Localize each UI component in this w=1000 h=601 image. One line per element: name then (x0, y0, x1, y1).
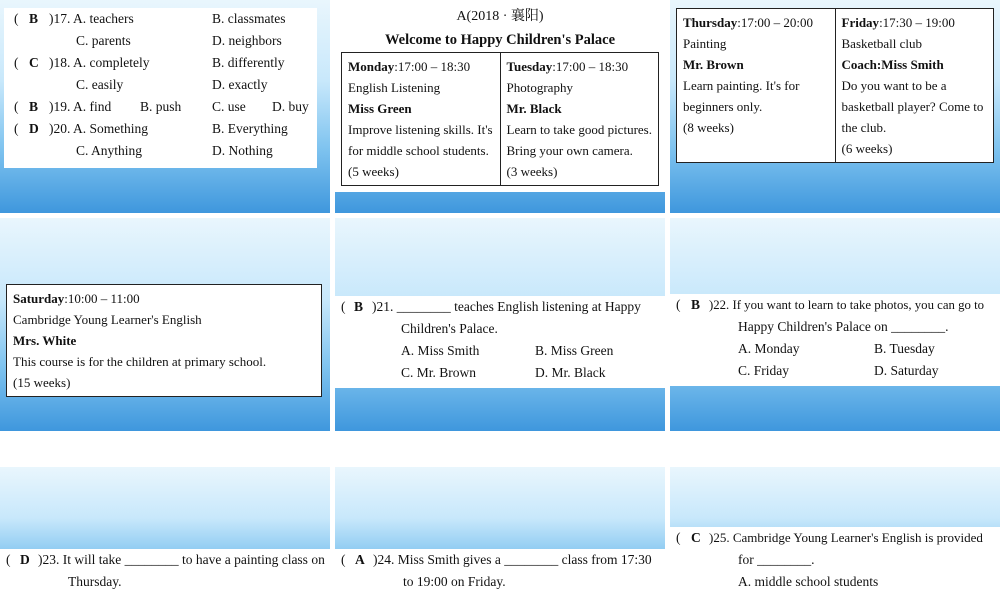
paren: ( (341, 299, 346, 314)
question-panel-21 (335, 296, 665, 388)
course: English Listening (348, 80, 441, 95)
paren: ( (6, 552, 11, 567)
question-stem-cont: for ________. (738, 552, 815, 567)
day-label: Friday (841, 15, 880, 30)
option-a: A. Monday (738, 341, 800, 356)
description: Improve listening skills. It's for middle school students. (348, 122, 493, 158)
option-c: C. Friday (738, 363, 790, 378)
question-stem: )21. ________ teaches English listening at Happy (372, 299, 641, 314)
answer-18: C (29, 55, 39, 70)
description: Do you want to be a basketball player? Come to the club. (841, 78, 984, 135)
weeks: (5 weeks) (348, 164, 399, 179)
question-18 (4, 52, 317, 74)
option-d: D. Mr. Black (535, 365, 606, 380)
option-d: D. Nothing (212, 143, 273, 158)
option-b: B. classmates (212, 11, 286, 26)
option-b: B. Tuesday (874, 341, 935, 356)
time: :17:30 – 19:00 (879, 15, 955, 30)
slide-thumbnail-8[interactable] (335, 467, 665, 601)
option-a: A. middle school students (738, 574, 879, 589)
question-19 (4, 96, 317, 118)
slide-thumbnail-4[interactable] (0, 218, 330, 431)
option-b: B. differently (212, 55, 285, 70)
slide-thumbnail-9[interactable] (670, 467, 1000, 601)
answer-19: B (29, 99, 39, 114)
slide-thumbnail-3[interactable] (670, 0, 1000, 213)
paren: ( (14, 99, 19, 114)
question-stem-cont: Happy Children's Palace on ________. (738, 319, 949, 334)
paren: ( (341, 552, 346, 567)
friday-cell (835, 9, 994, 163)
option-c: C. Anything (76, 143, 143, 158)
question-panel-17-20 (4, 8, 317, 168)
question-stem: )25. Cambridge Young Learner's English is provided (709, 530, 983, 545)
question-panel-22 (670, 294, 1000, 386)
paren: ( (676, 297, 681, 312)
answer-24: A (355, 552, 365, 567)
monday-cell (342, 53, 501, 186)
day-label: Monday (348, 59, 395, 74)
option-c: C. easily (76, 77, 124, 92)
slide-thumbnail-1[interactable] (0, 0, 330, 213)
option-d: D. buy (272, 99, 309, 114)
paren: ( (14, 55, 19, 70)
weeks: (15 weeks) (13, 375, 71, 390)
answer-20: D (29, 121, 39, 136)
answer-21: B (354, 299, 364, 314)
day-label: Tuesday (506, 59, 553, 74)
question-panel-24 (335, 549, 665, 601)
weeks: (6 weeks) (841, 141, 893, 156)
option-a: )17. A. teachers (49, 11, 134, 26)
time: :17:00 – 20:00 (737, 15, 814, 30)
question-stem: )23. It will take ________ to have a painting class on (38, 552, 325, 567)
option-a: A. Miss Smith (401, 343, 480, 358)
answer-22: B (691, 297, 701, 312)
answer-23: D (20, 552, 30, 567)
time: :10:00 – 11:00 (64, 291, 140, 306)
course: Cambridge Young Learner's English (13, 312, 202, 327)
day-label: Thursday (683, 15, 738, 30)
teacher: Coach:Miss Smith (841, 57, 944, 72)
description: This course is for the children at primary school. (13, 354, 267, 369)
description: Learn painting. It's for beginners only. (683, 78, 800, 114)
question-stem-cont: Thursday. (68, 574, 122, 589)
teacher: Mr. Brown (683, 57, 744, 72)
option-c: C. use (212, 99, 246, 114)
paren: ( (14, 11, 19, 26)
question-stem: )22. If you want to learn to take photos, you can go to (709, 298, 985, 312)
course: Basketball club (841, 36, 923, 51)
time: :17:00 – 18:30 (394, 59, 471, 74)
reading-panel (335, 0, 665, 192)
day-label: Saturday (13, 291, 65, 306)
section-label: A(2018 · 襄阳) (456, 9, 544, 24)
slide-thumbnail-7[interactable] (0, 467, 330, 601)
question-panel-23 (0, 549, 330, 601)
option-d: D. neighbors (212, 33, 282, 48)
option-a: )18. A. completely (49, 55, 150, 70)
option-d: D. exactly (212, 77, 268, 92)
option-a: )19. A. find (49, 99, 112, 114)
question-panel-25 (670, 527, 1000, 601)
schedule-table (676, 8, 994, 163)
option-b: B. push (140, 99, 182, 114)
course: Painting (683, 36, 727, 51)
slide-thumbnail-6[interactable] (670, 218, 1000, 431)
option-d: D. Saturday (874, 363, 939, 378)
course: Photography (506, 80, 573, 95)
saturday-cell (7, 285, 322, 397)
question-20 (4, 118, 317, 140)
weeks: (8 weeks) (683, 120, 734, 135)
question-stem-cont: Children's Palace. (401, 321, 498, 336)
option-c: C. Mr. Brown (401, 365, 477, 380)
answer-17: B (29, 11, 39, 26)
paren: ( (14, 121, 19, 136)
option-a: )20. A. Something (49, 121, 149, 136)
tuesday-cell (500, 53, 659, 186)
thursday-cell (677, 9, 836, 163)
slide-thumbnail-5[interactable] (335, 218, 665, 431)
teacher: Mr. Black (506, 101, 562, 116)
teacher: Mrs. White (13, 333, 77, 348)
description: Learn to take good pictures. Bring your own camera. (506, 122, 652, 158)
option-b: B. Miss Green (535, 343, 614, 358)
time: :17:00 – 18:30 (552, 59, 629, 74)
schedule-table (341, 52, 659, 186)
answer-25: C (691, 530, 701, 545)
question-stem-cont: to 19:00 on Friday. (403, 574, 506, 589)
teacher: Miss Green (348, 101, 412, 116)
question-stem: )24. Miss Smith gives a ________ class from 17:30 (373, 552, 652, 567)
weeks: (3 weeks) (506, 164, 558, 179)
paren: ( (676, 530, 681, 545)
passage-title: Welcome to Happy Children's Palace (384, 32, 616, 48)
schedule-table (6, 284, 322, 397)
option-b: B. Everything (212, 121, 288, 136)
question-17 (4, 8, 317, 30)
option-c: C. parents (76, 33, 131, 48)
slide-thumbnail-2[interactable] (335, 0, 665, 213)
